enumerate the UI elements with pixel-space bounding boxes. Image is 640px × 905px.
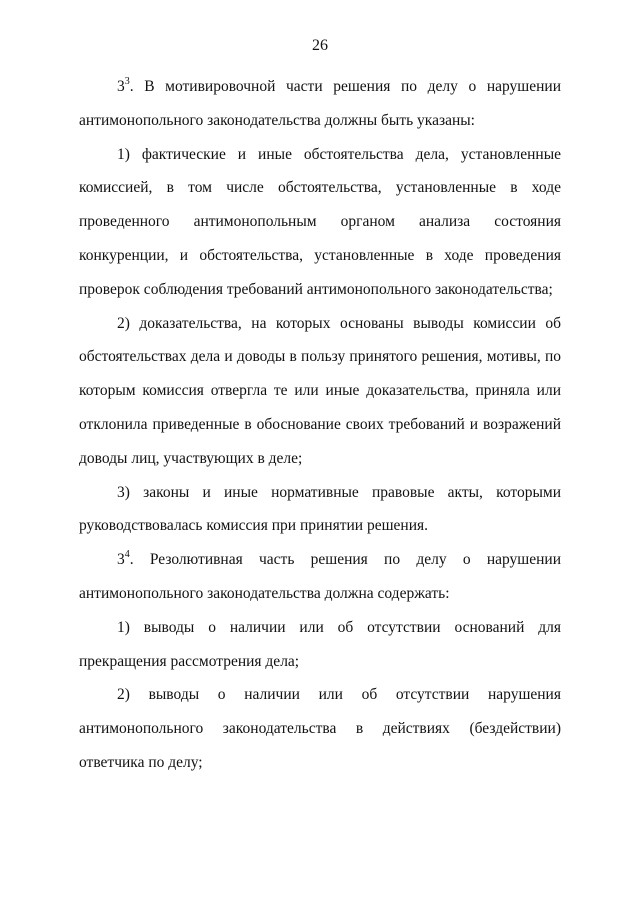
paragraph-3-3 [79, 70, 561, 138]
paragraph-number: 3 [117, 78, 125, 95]
list-item-1b [79, 611, 561, 679]
paragraph-text: . В мотивировочной части решения по делу о нарушении антимонопольного законодательства должны быть указаны: [79, 78, 561, 129]
paragraph-3-4 [79, 543, 561, 611]
list-item-2 [79, 307, 561, 476]
paragraph-text: 1) фактические и иные обстоятельства дела, установленные комиссией, в том числе обстоятельства, установленные в ходе проведенного антимонопольным органом анализа состояния конкуренции, и обстоятельства, установленные в ходе проведения проверок соблюдения требований антимонопольного законодательства; [79, 145, 561, 298]
paragraph-text: 2) доказательства, на которых основаны выводы комиссии об обстоятельствах дела и доводы в пользу принятого решения, мотивы, по которым комиссия отвергла те или иные доказательства, приняла или отклонила приведенные в обоснование своих требований и возражений доводы лиц, участвующих в деле; [79, 314, 561, 467]
list-item-1 [79, 138, 561, 307]
list-item-2b [79, 678, 561, 779]
list-item-3 [79, 476, 561, 544]
paragraph-superscript: 3 [124, 75, 130, 87]
paragraph-text: 1) выводы о наличии или об отсутствии оснований для прекращения рассмотрения дела; [79, 618, 561, 670]
paragraph-superscript: 4 [124, 549, 130, 560]
paragraph-text: . Резолютивная часть решения по делу о нарушении антимонопольного законодательства должна содержать: [79, 551, 561, 602]
paragraph-text: 3) законы и иные нормативные правовые акты, которыми руководствовалась комиссия при принятии решения. [79, 483, 561, 535]
page-number: 26 [312, 37, 328, 54]
document-body [79, 70, 561, 780]
paragraph-number: 3 [117, 551, 125, 569]
paragraph-text: 2) выводы о наличии или об отсутствии нарушения антимонопольного законодательства в действиях (бездействии) ответчика по делу; [79, 686, 561, 771]
